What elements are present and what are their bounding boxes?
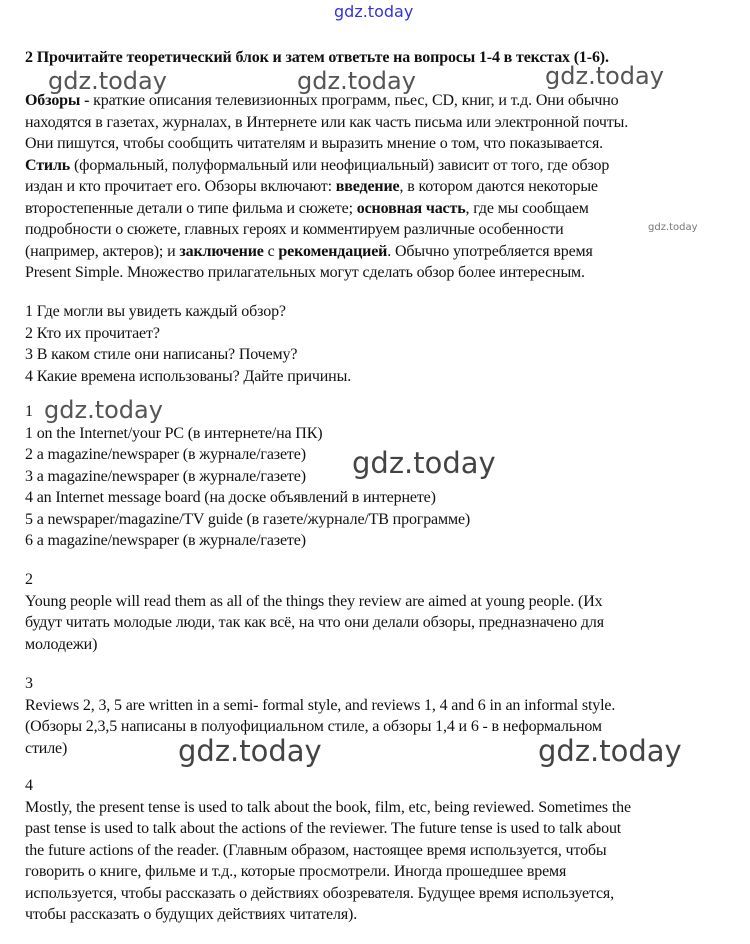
answer-number: 1	[25, 403, 33, 420]
answer-line: Mostly, the present tense is used to talk about the book, film, etc, being reviewed. Sometimes the	[25, 798, 631, 816]
question-item: 4 Какие времена использованы? Дайте причины.	[25, 367, 352, 385]
text-segment: краткие описания телевизионных программ, пьес, CD, книг, и т.д. Они обычно	[89, 92, 619, 109]
watermark: gdz.today	[297, 67, 416, 95]
text-segment: (например, актеров); и	[25, 242, 180, 260]
text-segment: (формальный, полуформальный или неофициальный) зависит от того, где обзор	[70, 156, 610, 174]
bold-term: Стиль	[25, 156, 71, 174]
answer-line: будут читать молодые люди, так как всё, на что они делали обзоры, предназначено для	[25, 614, 604, 631]
task-title: 2 Прочитайте теоретический блок и затем ответьте на вопросы 1-4 в текстах (1-6).	[25, 49, 609, 66]
bold-term: Обзоры -	[25, 92, 90, 109]
answer-line: 1 on the Internet/your PC (в интернете/на ПК)	[25, 424, 323, 442]
bold-term: введение	[335, 178, 400, 195]
answer-line: 2 a magazine/newspaper (в журнале/газете)	[25, 446, 306, 463]
answer-line: Young people will read them as all of the things they review are aimed at young people. (Их	[25, 592, 603, 610]
watermark-top: gdz.today	[334, 2, 414, 21]
watermark: gdz.today	[648, 222, 698, 233]
text-segment: , в котором даются некоторые	[399, 178, 598, 195]
question-item: 2 Кто их прочитает?	[25, 324, 160, 342]
answer-line: past tense is used to talk about the actions of the reviewer. The future tense is used to talk about	[25, 820, 622, 837]
answer-line: 6 a magazine/newspaper (в журнале/газете)	[25, 532, 306, 549]
theory-line	[25, 219, 564, 241]
text-segment: находятся в газетах, журналах, в Интернете или как часть письма или электронной почты.	[25, 113, 629, 131]
answer-number: 2	[25, 571, 33, 588]
answer-number: 4	[25, 777, 33, 794]
text-segment: , где мы сообщаем	[465, 199, 589, 217]
text-segment: Они пишутся, чтобы сообщить читателям и выразить мнение о том, что показывается.	[25, 135, 604, 152]
text-segment: второстепенные детали о типе фильма и сюжете;	[25, 199, 357, 217]
answer-line: используется, чтобы рассказать о действиях обозревателя. Будущее время используется,	[25, 884, 614, 902]
text-segment: . Обычно употребляется время	[387, 242, 593, 260]
answer-line: стиле)	[25, 739, 68, 757]
answer-line: 5 a newspaper/magazine/TV guide (в газете/журнале/ТВ программе)	[25, 510, 471, 528]
answer-line: Reviews 2, 3, 5 are written in a semi- formal style, and reviews 1, 4 and 6 in an informal style.	[25, 696, 616, 714]
watermark: gdz.today	[545, 62, 664, 90]
theory-line	[25, 198, 589, 220]
question-item: 1 Где могли вы увидеть каждый обзор?	[25, 303, 286, 320]
theory-line	[25, 241, 593, 263]
theory-line	[25, 112, 628, 134]
answer-line: чтобы рассказать о будущих действиях читателя).	[25, 906, 358, 923]
bold-term: рекомендацией	[278, 242, 388, 260]
answer-number: 3	[25, 675, 33, 692]
watermark: gdz.today	[44, 396, 163, 424]
theory-line	[25, 262, 585, 284]
watermark: gdz.today	[48, 67, 167, 95]
answer-line: the future actions of the reader. (Главным образом, настоящее время используется, чтобы	[25, 841, 607, 859]
answer-line: говорить о книге, фильме и т.д., которые просмотрели. Иногда прошедшее время	[25, 863, 567, 880]
watermark: gdz.today	[178, 734, 322, 768]
watermark: gdz.today	[538, 734, 682, 768]
answer-line: 4 an Internet message board (на доске объявлений в интернете)	[25, 489, 436, 506]
watermark: gdz.today	[352, 446, 496, 480]
answer-line: (Обзоры 2,3,5 написаны в полуофициальном стиле, а обзоры 1,4 и 6 - в неформальном	[25, 718, 602, 735]
answer-line: молодежи)	[25, 635, 98, 653]
theory-line	[25, 155, 609, 177]
text-segment: подробности о сюжете, главных героях и комментируем различные особенности	[25, 221, 564, 238]
bold-term: заключение	[179, 242, 264, 260]
text-segment: издан и кто прочитает его. Обзоры включают:	[25, 178, 336, 195]
theory-line	[25, 176, 598, 198]
text-segment: с	[263, 242, 279, 260]
theory-line	[25, 133, 603, 155]
text-segment: Present Simple. Множество прилагательных могут сделать обзор более интересным.	[25, 264, 585, 281]
question-item: 3 В каком стиле они написаны? Почему?	[25, 346, 298, 363]
answer-line: 3 a magazine/newspaper (в журнале/газете)	[25, 467, 306, 485]
bold-term: основная часть	[356, 199, 466, 217]
